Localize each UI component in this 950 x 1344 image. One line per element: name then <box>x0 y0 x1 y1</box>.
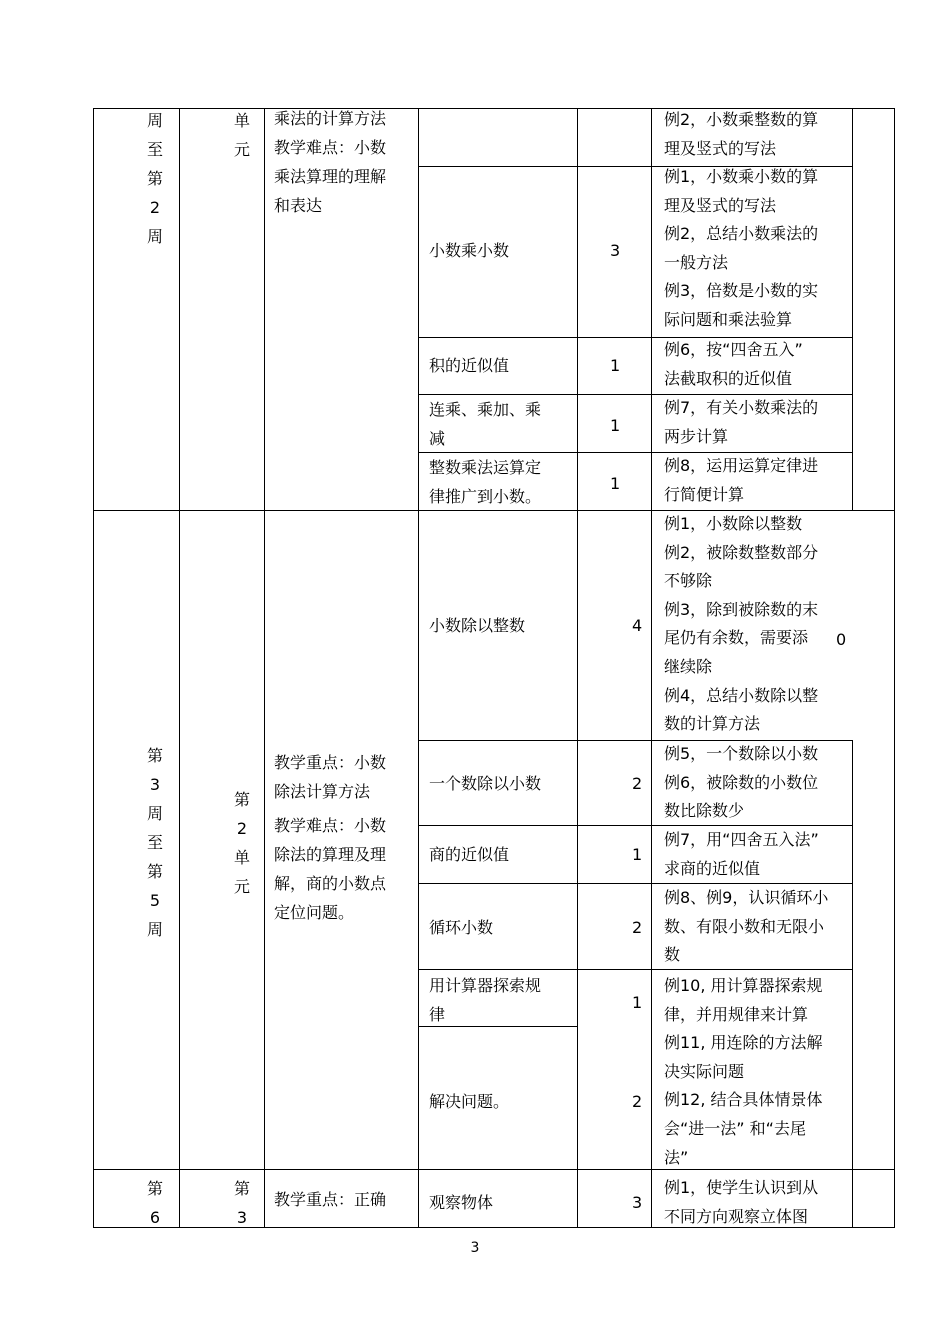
teaching-goals: 教学重点：正确 <box>274 1190 387 1209</box>
col-divider <box>852 108 853 510</box>
examples-cell: 例7，用“四舍五入法” 求商的近似值 <box>664 830 819 878</box>
examples-cell: 例1，使学生认识到从 不同方向观察立体图 <box>664 1178 819 1226</box>
lesson-hours: 2 <box>632 774 643 793</box>
lesson-title: 小数除以整数 <box>429 616 526 635</box>
lesson-hours: 2 <box>632 1092 643 1111</box>
lesson-title: 循环小数 <box>429 918 494 937</box>
examples-cell: 例8、例9，认识循环小 数、有限小数和无限小 数 <box>664 888 829 965</box>
lesson-title: 用计算器探索规 律 <box>429 976 542 1024</box>
lesson-title: 观察物体 <box>429 1193 494 1212</box>
examples-cell: 例8，运用运算定律进 行简便计算 <box>664 456 819 504</box>
col-divider <box>418 108 419 1228</box>
teaching-goals: 教学重点：小数 除法计算方法 教学难点：小数 除法的算理及理 解，商的小数点 定位问题。 <box>274 753 387 922</box>
col-divider <box>894 108 895 1228</box>
lesson-title: 商的近似值 <box>429 845 510 864</box>
lesson-hours: 1 <box>610 416 621 435</box>
col-divider <box>93 108 94 1228</box>
lesson-hours: 1 <box>632 845 643 864</box>
lesson-hours: 4 <box>632 616 643 635</box>
examples-cell: 例7，有关小数乘法的 两步计算 <box>664 398 819 446</box>
lesson-hours: 1 <box>610 474 621 493</box>
teaching-goals: 乘法的计算方法 教学难点：小数 乘法算理的理解 和表达 <box>274 109 387 215</box>
examples-cell: 例1，小数除以整数 例2，被除数整数部分 不够除 例3，除到被除数的末 尾仍有余数，需要添 继续除 例4，总结小数除以整 数的计算方法 <box>664 514 819 734</box>
lesson-hours: 3 <box>610 241 621 260</box>
lesson-hours: 3 <box>632 1193 643 1212</box>
col-divider <box>179 108 180 1228</box>
col-divider <box>264 108 265 1228</box>
lesson-title: 解决问题。 <box>429 1092 510 1111</box>
lesson-hours: 2 <box>632 918 643 937</box>
week-cell: 第 3 周 至 第 5 周 <box>146 746 163 939</box>
lesson-title: 整数乘法运算定 律推广到小数。 <box>429 458 542 506</box>
lesson-title: 一个数除以小数 <box>429 774 542 793</box>
lesson-title: 连乘、乘加、乘 减 <box>429 400 542 448</box>
col-divider <box>577 108 578 1228</box>
col-divider <box>852 740 853 1170</box>
examples-cell: 例5，一个数除以小数 例6，被除数的小数位 数比除数少 <box>664 744 819 821</box>
examples-cell: 例10, 用计算器探索规 律，并用规律来计算 例11, 用连除的方法解 决实际问题 例12, 结合具体情景体 会“进一法” 和“去尾 法” <box>664 976 823 1167</box>
page-number: 3 <box>470 1240 480 1256</box>
week-cell: 第 6 <box>146 1179 163 1227</box>
lesson-title: 小数乘小数 <box>429 241 510 260</box>
col-divider <box>852 1169 853 1227</box>
lesson-hours: 1 <box>632 993 643 1012</box>
unit-cell: 第 2 单 元 <box>233 790 250 896</box>
examples-cell: 例2，小数乘整数的算 理及竖式的写法 <box>664 110 819 158</box>
appended-zero: 0 <box>836 630 847 649</box>
examples-cell: 例1，小数乘小数的算 理及竖式的写法 例2，总结小数乘法的 一般方法 例3，倍数是小数的实 际问题和乘法验算 <box>664 167 819 329</box>
lesson-hours: 1 <box>610 356 621 375</box>
col-divider <box>651 108 652 1228</box>
week-cell: 周 至 第 2 周 <box>146 111 163 246</box>
unit-cell: 单 元 <box>233 111 250 159</box>
examples-cell: 例6，按“四舍五入” 法截取积的近似值 <box>664 340 803 388</box>
lesson-title: 积的近似值 <box>429 356 510 375</box>
unit-cell: 第 3 <box>233 1179 250 1227</box>
